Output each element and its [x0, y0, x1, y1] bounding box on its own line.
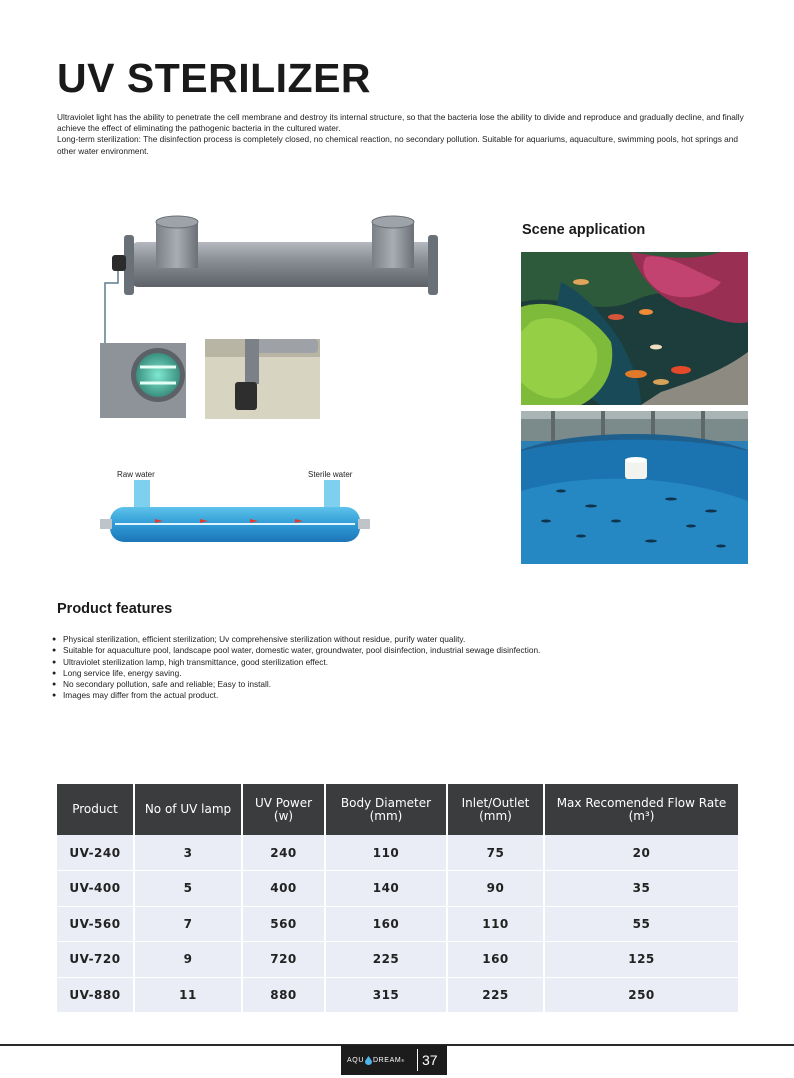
feature-item: ● Long service life, energy saving. [52, 668, 572, 679]
column-header-uv-lamps: No of UV lamp [134, 784, 242, 835]
table-cell: 315 [325, 977, 447, 1013]
table-cell: UV-560 [57, 906, 134, 942]
table-row [57, 871, 738, 907]
table-cell: 7 [134, 906, 242, 942]
koi-pond-image [521, 252, 748, 405]
table-cell: 90 [447, 871, 544, 907]
page-number: 37 [417, 1049, 438, 1071]
brand-logo [341, 1056, 417, 1065]
table-cell: 20 [544, 835, 738, 871]
aquaculture-tank-image [521, 411, 748, 564]
flow-diagram-graphic [100, 467, 380, 552]
scene-heading: Scene application [522, 222, 646, 238]
features-heading: Product features [57, 601, 173, 617]
table-cell: 55 [544, 906, 738, 942]
table-row [57, 977, 738, 1013]
intro-paragraph: Long-term sterilization: The disinfection process is completely closed, no chemical reaction, no secondary pollution. Suitable for aquariums, aquaculture, swimming pools, hot springs and other water environment. [57, 134, 739, 156]
column-header-uv-power: UV Power (w) [242, 784, 325, 835]
table-cell: 125 [544, 942, 738, 978]
table-cell: 250 [544, 977, 738, 1013]
intro-text [57, 112, 747, 157]
inlet-label: Raw water [117, 470, 155, 479]
table-cell: 3 [134, 835, 242, 871]
feature-item: ● Images may differ from the actual product. [52, 690, 572, 701]
column-header-body-diameter: Body Diameter (mm) [325, 784, 447, 835]
table-cell: 880 [242, 977, 325, 1013]
table-cell: 225 [447, 977, 544, 1013]
feature-item: ● Physical sterilization, efficient sterilization; Uv comprehensive sterilization without residue, purify water quality. [52, 634, 572, 645]
table-cell: 160 [325, 906, 447, 942]
table-cell: 720 [242, 942, 325, 978]
table-cell: 225 [325, 942, 447, 978]
table-cell: UV-240 [57, 835, 134, 871]
table-cell: 11 [134, 977, 242, 1013]
table-header-row [57, 784, 738, 835]
product-photo [100, 215, 450, 425]
table-cell: UV-720 [57, 942, 134, 978]
feature-item: ● No secondary pollution, safe and reliable; Easy to install. [52, 679, 572, 690]
feature-item: ● Ultraviolet sterilization lamp, high transmittance, good sterilization effect. [52, 657, 572, 668]
table-cell: 110 [447, 906, 544, 942]
intro-paragraph: Ultraviolet light has the ability to penetrate the cell membrane and destroy its internal structure, so that the bacteria lose the ability to divide and reproduce and gradually decline, and finally achieve the effect of eliminating the pathogenic bacteria in the cultured water. [57, 112, 744, 134]
flow-diagram [100, 467, 380, 552]
table-cell: 560 [242, 906, 325, 942]
brand-text-right: DREAM [372, 1056, 402, 1064]
table-cell: UV-880 [57, 977, 134, 1013]
spec-table [57, 784, 738, 1013]
column-header-flow-rate: Max Recomended Flow Rate (m³) [544, 784, 738, 835]
page-title: UV STERILIZER [57, 55, 372, 101]
feature-item: ● Suitable for aquaculture pool, landscape pool water, domestic water, groundwater, pool disinfection, industrial sewage disinfection. [52, 645, 572, 656]
trademark-mark: ® [401, 1057, 405, 1063]
table-cell: UV-400 [57, 871, 134, 907]
table-row [57, 942, 738, 978]
table-cell: 140 [325, 871, 447, 907]
table-row [57, 835, 738, 871]
table-cell: 75 [447, 835, 544, 871]
table-cell: 35 [544, 871, 738, 907]
table-cell: 5 [134, 871, 242, 907]
brand-text-left: AQU [347, 1056, 364, 1064]
table-cell: 400 [242, 871, 325, 907]
table-row [57, 906, 738, 942]
outlet-label: Sterile water [308, 470, 353, 479]
column-header-inlet-outlet: Inlet/Outlet (mm) [447, 784, 544, 835]
table-cell: 160 [447, 942, 544, 978]
table-cell: 110 [325, 835, 447, 871]
table-cell: 240 [242, 835, 325, 871]
features-list [52, 634, 572, 702]
table-cell: 9 [134, 942, 242, 978]
water-drop-icon [365, 1056, 372, 1065]
footer-badge [341, 1045, 447, 1075]
column-header-product: Product [57, 784, 134, 835]
